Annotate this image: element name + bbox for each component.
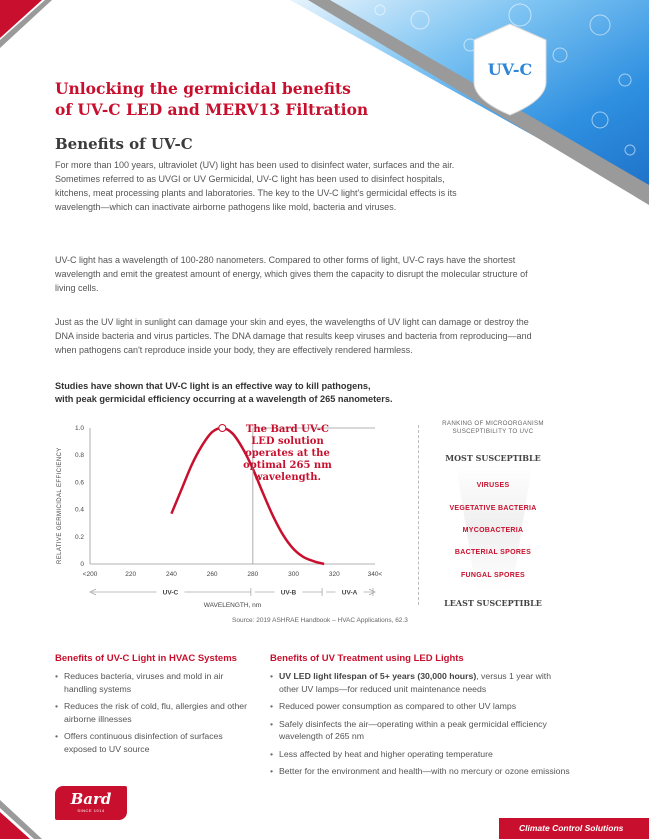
y-tick-label: 0.8 <box>74 452 84 460</box>
ranking-item: VEGETATIVE BACTERIA <box>449 505 537 512</box>
led-heading: Benefits of UV Treatment using LED Lights <box>270 653 464 664</box>
list-item: • Offers continuous disinfection of surfaces exposed to UV source <box>55 730 255 755</box>
lifespan-highlight: UV LED light lifespan of 5+ years (30,000 hours) <box>279 671 477 681</box>
x-tick-label: <200 <box>82 571 98 578</box>
ranking-title-2: SUSCEPTIBILITY TO UVC <box>452 428 534 435</box>
annotation-line: optimal 265 nm <box>243 460 332 471</box>
ranking-item: FUNGAL SPORES <box>460 572 526 579</box>
hvac-list <box>55 670 255 755</box>
chart-source: Source: 2019 ASHRAE Handbook – HVAC Applications, 62.3 <box>232 617 408 624</box>
list-item: • Less affected by heat and higher operating temperature <box>270 748 570 761</box>
benefits-heading: Benefits of UV-C <box>55 135 193 153</box>
intro-paragraph: For more than 100 years, ultraviolet (UV) light has been used to disinfect water, surfaces and the air. Sometimes referred to as UVGI or UV Germicidal, UV-C light has been used to disinfect hospitals, kitchens, meat processing plants and laboratories. The key to the UV-C light's germicidal effects is its wavelength—which can inactivate airborne pathogens like mold, bacteria and viruses. <box>55 160 457 212</box>
x-tick-label: 220 <box>125 571 137 578</box>
ranking-item: BACTERIAL SPORES <box>454 549 532 556</box>
logo-name: Bard <box>70 790 112 808</box>
uvc-badge-label: UV-C <box>487 60 533 79</box>
y-tick-label: 0.6 <box>74 479 84 487</box>
band-label: UV-B <box>280 589 297 597</box>
list-item: • Better for the environment and health—with no mercury or ozone emissions <box>270 765 570 778</box>
x-axis-label: WAVELENGTH, nm <box>203 602 262 609</box>
x-tick-label: 300 <box>288 571 300 578</box>
studies-line-1: Studies have shown that UV-C light is an effective way to kill pathogens, <box>55 381 371 391</box>
y-axis-label: RELATIVE GERMICIDAL EFFICIENCY <box>57 447 63 564</box>
page-title <box>55 78 415 120</box>
ranking-item: MYCOBACTERIA <box>462 527 524 534</box>
studies-statement <box>55 380 435 406</box>
x-tick-label: 240 <box>165 571 177 578</box>
peak-marker <box>219 425 226 432</box>
led-list <box>270 670 570 778</box>
ranking-item: VIRUSES <box>476 482 510 489</box>
annotation-line: LED solution <box>251 436 324 447</box>
annotation-line: operates at the <box>245 448 330 459</box>
x-tick-label: 340< <box>367 571 383 578</box>
title-line-1: Unlocking the germicidal benefits <box>55 79 351 98</box>
y-tick-label: 0.2 <box>74 533 84 541</box>
band-label: UV-C <box>162 589 179 597</box>
ranking-title-1: RANKING OF MICROORGANISM <box>442 420 544 427</box>
studies-line-2: with peak germicidal efficiency occurring at a wavelength of 265 nanometers. <box>55 394 393 404</box>
uv-bands <box>90 587 375 597</box>
chart-axes <box>90 428 375 564</box>
led-benefits <box>270 653 570 783</box>
germicidal-efficiency-chart <box>55 418 415 614</box>
list-item: • Reduced power consumption as compared to other UV lamps <box>270 700 570 713</box>
footer-tagline: Climate Control Solutions <box>519 823 624 833</box>
most-susceptible: MOST SUSCEPTIBLE <box>445 453 541 463</box>
band-label: UV-A <box>341 589 358 597</box>
y-tick-label: 1.0 <box>74 425 84 432</box>
y-tick-label: 0 <box>80 561 84 568</box>
lifespan-rest: , versus 1 year with other UV lamps—for reduced unit maintenance needs <box>279 671 552 694</box>
chart-annotation <box>243 424 332 483</box>
wavelength-paragraph: UV-C light has a wavelength of 100-280 nanometers. Compared to other forms of light, UV-C rays have the shortest wavelength and emit the greatest amount of energy, which gives them the capacity to disrupt the molecular structure of living cells. <box>55 255 528 293</box>
list-item: • Reduces bacteria, viruses and mold in air handling systems <box>55 670 255 695</box>
annotation-line: The Bard UV-C <box>245 424 330 435</box>
dna-paragraph: Just as the UV light in sunlight can damage your skin and eyes, the wavelengths of UV light can damage or destroy the DNA inside bacteria and virus particles. The DNA damage that results keep viruses and bacteria from reproducing—and when pathogens can't reproduce inside your body, they are effectively rendered harmless. <box>55 317 532 355</box>
list-item <box>270 670 570 695</box>
least-susceptible: LEAST SUSCEPTIBLE <box>444 598 542 608</box>
hvac-heading: Benefits of UV-C Light in HVAC Systems <box>55 653 237 664</box>
logo-tagline: SINCE 1914 <box>77 808 105 813</box>
list-item: • Reduces the risk of cold, flu, allergies and other airborne illnesses <box>55 700 255 725</box>
list-item: • Safely disinfects the air—operating within a peak germicidal efficiency wavelength of 265 nm <box>270 718 570 743</box>
x-tick-label: 280 <box>247 571 259 578</box>
hvac-benefits <box>55 653 255 760</box>
title-line-2: of UV-C LED and MERV13 Filtration <box>55 100 369 119</box>
ranking-divider <box>418 425 419 605</box>
x-tick-label: 320 <box>328 571 340 578</box>
y-tick-label: 0.4 <box>74 506 84 514</box>
annotation-line: wavelength. <box>253 472 321 483</box>
chart-ticks <box>75 425 383 578</box>
susceptibility-ranking <box>428 420 558 608</box>
bard-logo <box>55 786 127 820</box>
red-corner <box>0 0 42 38</box>
x-tick-label: 260 <box>206 571 218 578</box>
